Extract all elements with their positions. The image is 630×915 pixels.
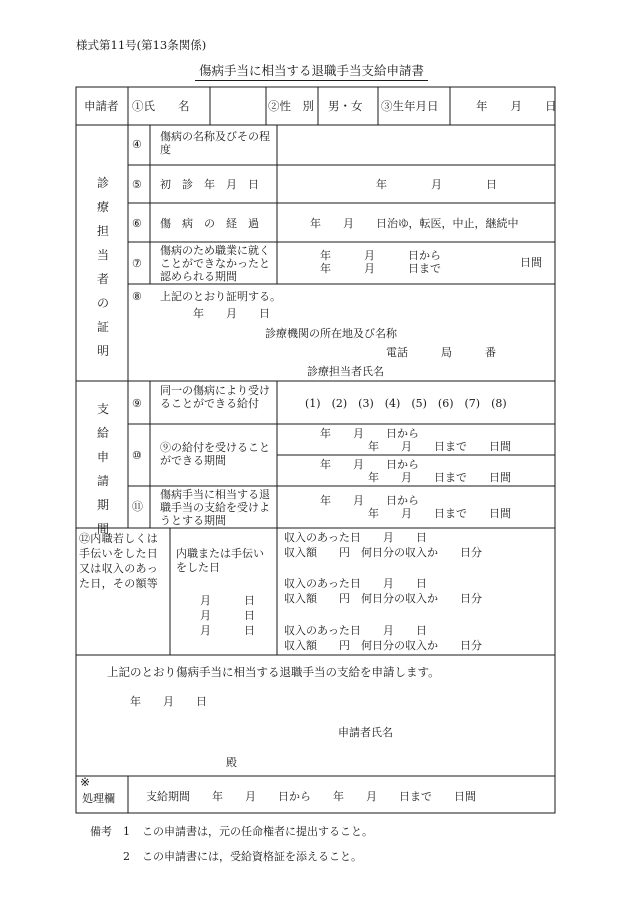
title-char: 間 [96,522,109,536]
progress-label: 傷 病 の 経 過 [160,217,259,230]
incapacity-to[interactable]: 年 月 日まで [320,262,441,275]
title-char: 支 [96,402,109,416]
benefit-period-label: ⑨の給付を受けることができる期間 [160,441,270,467]
side-job-date[interactable]: 月 日 [200,609,255,622]
first-visit-date[interactable]: 年 月 日 [376,178,497,191]
side-job-label: ⑫内職若しくは手伝いをした日又は収入のあった日，その額等 [79,532,159,590]
title-char: の [96,296,109,310]
first-visit-label: 初 診 年 月 日 [160,178,259,191]
income-date[interactable]: 収入のあった日 月 日 [284,531,427,544]
title-char: 担 [96,224,109,238]
phone-label: 電話 局 番 [386,346,496,359]
incapacity-from[interactable]: 年 月 日から [320,249,441,262]
medical-section-title [96,171,110,363]
incapacity-days[interactable]: 日間 [520,256,542,269]
title-char: 診 [96,176,109,190]
benefit-period-a-to[interactable]: 年 月 日まで 日間 [368,440,511,453]
note-number: 2 [123,850,130,863]
birth-date-field[interactable]: 年 月 日 [476,99,557,113]
applicant-label: 申請者 [84,99,119,113]
progress-value[interactable]: 年 月 日治ゆ，転医，中止，継続中 [310,217,519,230]
illness-name-field[interactable] [279,127,553,163]
row-number: ⑩ [132,449,142,462]
institution-label: 診療機関の所在地及び名称 [265,327,397,340]
title-char: 申 [96,450,109,464]
income-amount[interactable]: 収入額 円 何日分の収入か 日分 [284,639,482,652]
certification-statement: 上記のとおり証明する。 [160,290,281,303]
illness-name-label: 傷病の名称及びその程度 [160,130,270,156]
asterisk-mark: ※ [80,775,91,789]
applicant-name-label: 申請者氏名 [338,726,393,739]
sex-label: ②性 別 [268,99,314,113]
addressee: 殿 [226,756,237,769]
title-char: 者 [96,272,109,286]
name-label: ①氏 名 [132,99,190,113]
side-job-date[interactable]: 月 日 [200,594,255,607]
document-title: 傷病手当に相当する退職手当支給申請書 [195,61,428,81]
income-date[interactable]: 収入のあった日 月 日 [284,577,427,590]
form-number: 様式第11号(第13条関係) [76,38,207,52]
title-char: 請 [96,474,109,488]
same-illness-benefit-label: 同一の傷病により受けることができる給付 [160,384,270,410]
benefit-period-b-from[interactable]: 年 月 日から [320,458,419,471]
row-number: ⑪ [132,500,143,513]
benefit-period-b-to[interactable]: 年 月 日まで 日間 [368,471,511,484]
income-amount[interactable]: 収入額 円 何日分の収入か 日分 [284,546,482,559]
sex-options[interactable]: 男・女 [328,99,363,113]
row-number: ⑧ [132,290,142,303]
row-number: ⑥ [132,217,142,230]
side-job-days-label: 内職または手伝いをした日 [176,547,264,574]
application-statement: 上記のとおり傷病手当に相当する退職手当の支給を申請します。 [107,665,440,679]
title-char: 給 [96,426,109,440]
note-text: この申請書は，元の任命権者に提出すること。 [142,825,373,838]
row-number: ⑤ [132,178,142,191]
payment-period: 支給期間 年 月 日から 年 月 日まで 日間 [146,790,476,803]
requested-period-to[interactable]: 年 月 日まで 日間 [368,507,511,520]
birth-label: ③生年月日 [381,99,439,113]
processing-label: 処理欄 [82,792,115,805]
benefit-type-options[interactable]: (1) (2) (3) (4) (5) (6) (7) (8) [305,397,507,410]
requested-period-label: 傷病手当に相当する退職手当の支給を受けようとする期間 [160,488,270,527]
certification-date[interactable]: 年 月 日 [193,307,270,320]
note-number: 1 [123,825,130,838]
title-char: 当 [96,248,109,262]
title-char: 証 [96,320,109,334]
incapacity-period-label: 傷病のため職業に就くことができなかったと認められる期間 [160,244,270,283]
title-char: 期 [96,498,109,512]
name-field[interactable] [212,92,264,120]
note-text: この申請書には，受給資格証を添えること。 [142,850,362,863]
requested-period-from[interactable]: 年 月 日から [320,494,419,507]
benefit-section-title [96,397,110,541]
side-job-date[interactable]: 月 日 [200,624,255,637]
row-number: ⑦ [132,257,142,270]
row-number: ④ [132,138,142,151]
title-char: 明 [96,344,109,358]
doctor-name-label: 診療担当者氏名 [307,365,384,378]
income-date[interactable]: 収入のあった日 月 日 [284,624,427,637]
title-char: 療 [96,200,109,214]
income-amount[interactable]: 収入額 円 何日分の収入か 日分 [284,592,482,605]
row-number: ⑨ [132,397,142,410]
benefit-period-a-from[interactable]: 年 月 日から [320,427,419,440]
notes-label: 備考 [90,825,112,838]
application-date[interactable]: 年 月 日 [130,695,207,708]
